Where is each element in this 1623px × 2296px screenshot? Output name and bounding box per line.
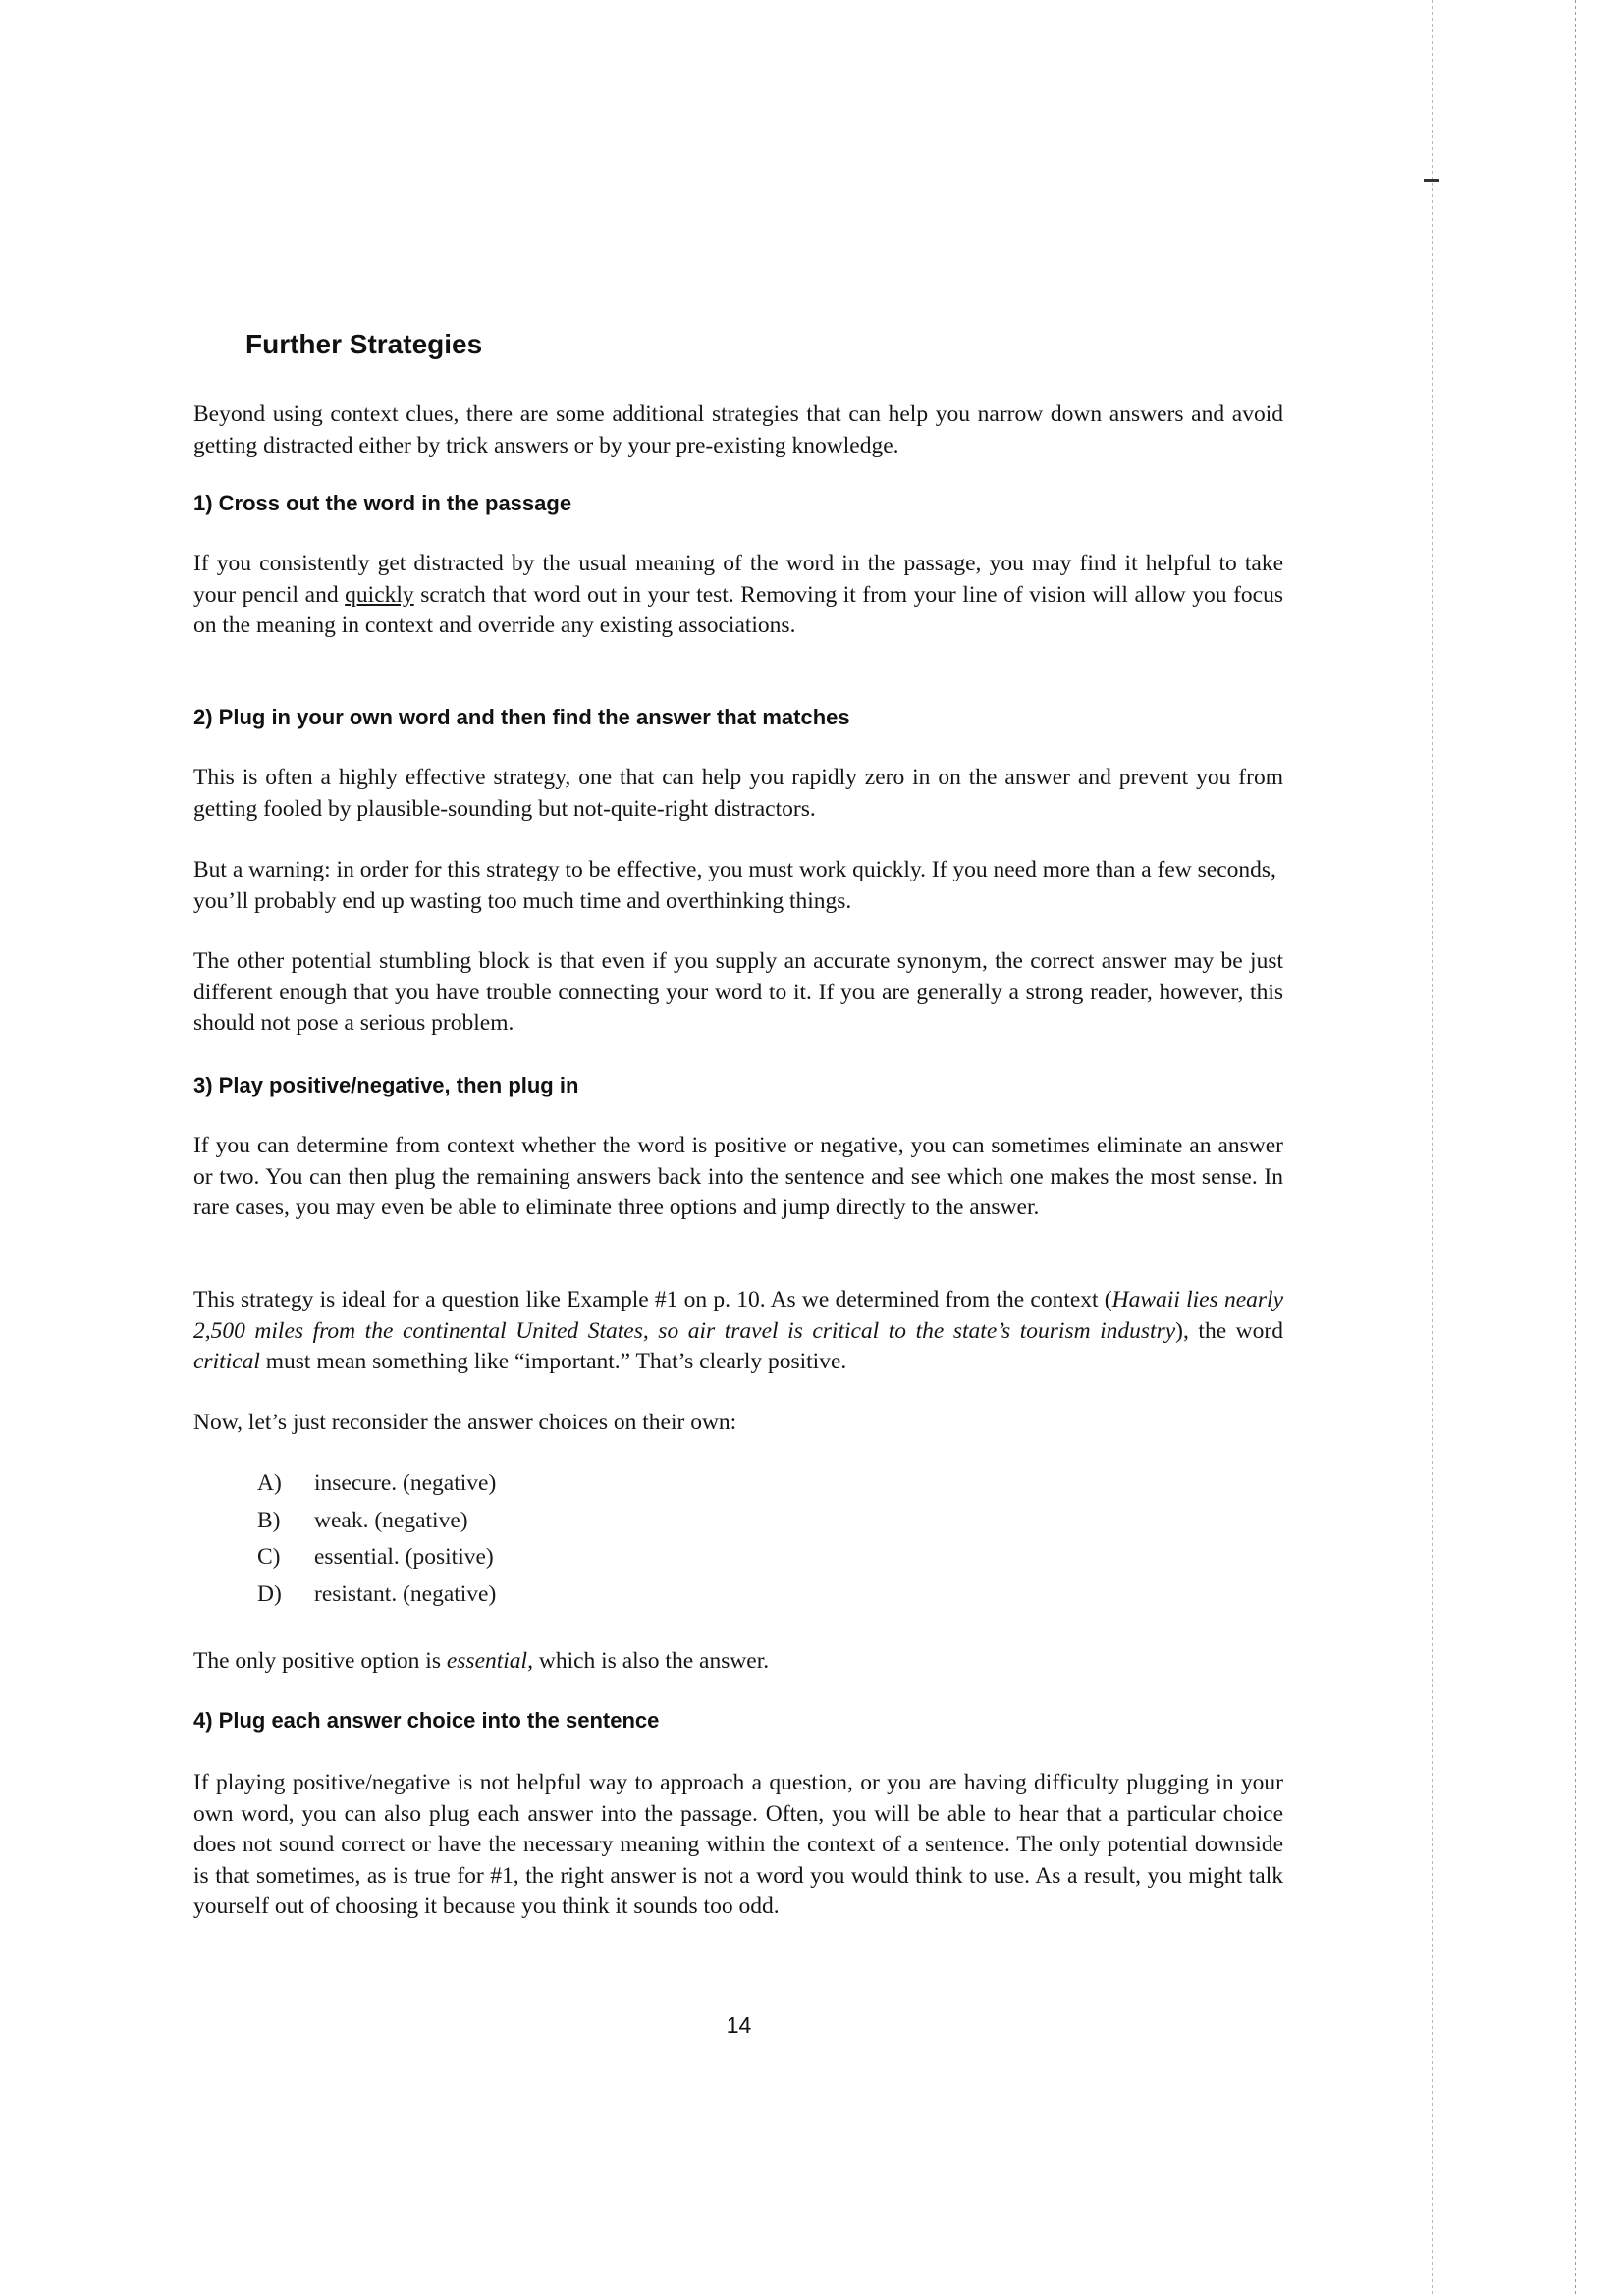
section-2-paragraph-3: The other potential stumbling block is that even if you supply an accurate synonym, the correct answer may be just different enough that you have trouble connecting your word to it. If you are generally a strong reader, however, this should not pose a serious problem.: [193, 948, 1283, 1036]
section-2-heading: 2) Plug in your own word and then find the answer that matches: [193, 705, 850, 729]
scan-artifact-edge: [1575, 0, 1576, 2296]
answer-choices-list: [257, 1470, 496, 1618]
choice-text: resistant. (negative): [314, 1580, 497, 1607]
choice-label: D): [257, 1580, 282, 1607]
section-3-heading: 3) Play positive/negative, then plug in: [193, 1073, 579, 1097]
section-2-paragraph-2: But a warning: in order for this strategy to be effective, you must work quickly. If you need more than a few seconds, you’ll probably end up wasting too much time and overthinking things.: [193, 857, 1276, 914]
page-title: Further Strategies: [245, 329, 483, 359]
section-1-heading: 1) Cross out the word in the passage: [193, 491, 572, 515]
text: This strategy is ideal for a question like Example #1 on p. 10. As we determined from the context (: [193, 1287, 1112, 1312]
choice-text: essential. (positive): [314, 1544, 494, 1571]
page-number: 14: [726, 2012, 752, 2038]
text: The only positive option is: [193, 1648, 447, 1674]
emphasized-word: essential,: [446, 1648, 533, 1674]
answer-choice-b: [257, 1508, 496, 1545]
choice-text: insecure. (negative): [314, 1470, 497, 1496]
answer-choice-c: [257, 1544, 496, 1581]
underlined-word: quickly: [345, 581, 414, 608]
section-3-paragraph-1: If you can determine from context whether the word is positive or negative, you can sometimes eliminate an answer or two. You can then plug the remaining answers back into the sentence and see which one makes the most sense. In rare cases, you may even be able to eliminate three options and jump directly to the answer.: [193, 1133, 1283, 1220]
scan-artifact-mark: [1424, 179, 1439, 182]
intro-paragraph: Beyond using context clues, there are some additional strategies that can help you narrow down answers and avoid getting distracted either by trick answers or by your pre-existing knowledge.: [193, 401, 1283, 458]
text: If you consistently get distracted by the usual meaning of the word in the passage, you may find it helpful to take your pencil and: [193, 551, 1283, 608]
text: which is also the answer.: [532, 1648, 770, 1674]
section-3-lead-in: Now, let’s just reconsider the answer choices on their own:: [193, 1410, 737, 1435]
section-4-heading: 4) Plug each answer choice into the sentence: [193, 1708, 660, 1733]
text: ), the word: [1175, 1317, 1283, 1344]
choice-label: C): [257, 1544, 281, 1571]
emphasized-word: critical: [193, 1349, 260, 1374]
answer-choice-a: [257, 1470, 496, 1508]
section-3-conclusion: [193, 1646, 1283, 1678]
section-1-paragraph: [193, 549, 1283, 642]
choice-label: A): [257, 1470, 282, 1496]
text: must mean something like “important.” That’s clearly positive.: [259, 1349, 847, 1374]
choice-text: weak. (negative): [314, 1507, 468, 1533]
section-4-paragraph: If playing positive/negative is not helpful way to approach a question, or you are having difficulty plugging in your own word, you can also plug each answer into the passage. Often, you will be able to hear that a particular choice does not sound correct or have the necessary meaning within the context of a sentence. The only potential downside is that sometimes, as is true for #1, the right answer is not a word you would think to use. As a result, you might talk yourself out of choosing it because you think it sounds too odd.: [193, 1770, 1283, 1919]
section-2-paragraph-1: This is often a highly effective strategy, one that can help you rapidly zero in on the answer and prevent you from getting fooled by plausible-sounding but not-quite-right distractors.: [193, 765, 1283, 822]
scan-artifact-line: [1432, 0, 1433, 2296]
choice-label: B): [257, 1507, 281, 1533]
text: scratch that word out in your test. Removing it from your line of vision will allow you focus on the meaning in context and override any existing associations.: [193, 581, 1283, 638]
quoted-context: Hawaii lies nearly 2,500 miles from the continental United States, so air travel is critical to the state’s tourism industry: [193, 1287, 1283, 1344]
answer-choice-d: [257, 1581, 496, 1619]
section-3-example-paragraph: [193, 1285, 1283, 1378]
